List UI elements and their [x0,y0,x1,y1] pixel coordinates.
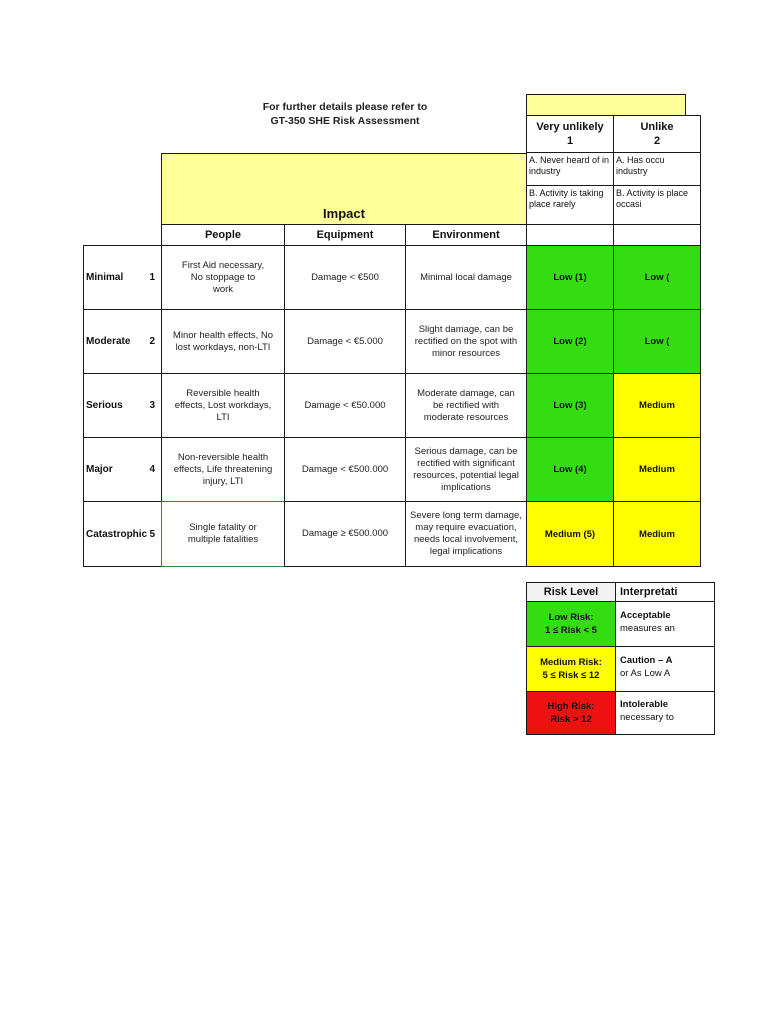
environment-impact-major: Serious damage, can be rectified with significant resources, potential legal implications [405,437,527,502]
likelihood-blank-1 [526,224,614,246]
reference-note-line2: GT-350 SHE Risk Assessment [270,115,420,127]
equipment-impact-major: Damage < €500.000 [284,437,406,502]
risk-cell-3-1: Low (3) [526,373,614,438]
severity-number: 3 [149,400,155,411]
likelihood-header-strip [526,94,686,116]
legend-interp-medium [615,646,715,692]
severity-number: 2 [149,336,155,347]
people-impact-minimal: First Aid necessary, No stoppage to work [161,245,285,310]
severity-row-catastrophic [83,501,162,567]
legend-interp-medium-line1: Caution – A [620,655,673,666]
legend-level-low-line1: Low Risk: [548,612,594,623]
likelihood-desc-a-1: A. Never heard of in industry [526,152,614,186]
impact-header [161,153,527,225]
legend-header-interpretation: Interpretati [615,582,715,602]
legend-interp-medium-line2: or As Low A [620,668,671,679]
risk-cell-2-2: Low ( [613,309,701,374]
reference-note [210,98,480,130]
legend-interp-high [615,691,715,735]
severity-label: Moderate [86,336,131,347]
risk-cell-4-2: Medium [613,437,701,502]
legend-level-high [526,691,616,735]
environment-impact-moderate: Slight damage, can be rectified on the spot with minor resources [405,309,527,374]
legend-level-high-line2: Risk > 12 [550,714,592,725]
legend-header-level: Risk Level [526,582,616,602]
severity-row-serious [83,373,162,438]
column-header-environment: Environment [405,224,527,246]
risk-cell-1-2: Low ( [613,245,701,310]
equipment-impact-serious: Damage < €50.000 [284,373,406,438]
severity-row-minimal [83,245,162,310]
likelihood-desc-b-1: B. Activity is taking place rarely [526,185,614,225]
column-header-equipment: Equipment [284,224,406,246]
risk-cell-3-2: Medium [613,373,701,438]
risk-cell-1-1: Low (1) [526,245,614,310]
people-impact-catastrophic[interactable]: Single fatality or multiple fatalities [161,501,285,567]
likelihood-blank-2 [613,224,701,246]
environment-impact-catastrophic: Severe long term damage, may require evacuation, needs local involvement, legal implications [405,501,527,567]
likelihood-label-1: Very unlikely [536,121,604,133]
severity-number: 4 [149,464,155,475]
likelihood-desc-a-2: A. Has occu industry [613,152,701,186]
legend-interp-low [615,601,715,647]
likelihood-num-2: 2 [653,135,661,147]
legend-level-medium-line1: Medium Risk: [540,657,602,668]
risk-cell-2-1: Low (2) [526,309,614,374]
legend-interp-high-line1: Intolerable [620,699,669,710]
risk-cell-5-2: Medium [613,501,701,567]
severity-row-moderate [83,309,162,374]
environment-impact-minimal: Minimal local damage [405,245,527,310]
severity-number: 1 [149,272,155,283]
likelihood-num-1: 1 [566,135,574,147]
people-impact-moderate: Minor health effects, No lost workdays, non-LTI [161,309,285,374]
likelihood-header-2 [613,115,701,153]
legend-interp-low-line2: measures an [620,623,675,634]
legend-interp-low-line1: Acceptable [620,610,671,621]
legend-level-low-line2: 1 ≤ Risk < 5 [545,625,597,636]
legend-interp-high-line2: necessary to [620,712,674,723]
likelihood-label-2: Unlike [640,121,674,133]
environment-impact-serious: Moderate damage, can be rectified with moderate resources [405,373,527,438]
legend-level-medium [526,646,616,692]
legend-level-low [526,601,616,647]
column-header-people: People [161,224,285,246]
risk-cell-4-1: Low (4) [526,437,614,502]
legend-level-high-line1: High Risk: [547,701,595,712]
equipment-impact-catastrophic: Damage ≥ €500.000 [284,501,406,567]
severity-label: Minimal [86,272,124,283]
equipment-impact-minimal: Damage < €500 [284,245,406,310]
severity-label: Serious [86,400,123,411]
legend-level-medium-line2: 5 ≤ Risk ≤ 12 [542,670,600,681]
severity-row-major [83,437,162,502]
reference-note-line1: For further details please refer to [262,101,428,113]
impact-header-label: Impact [323,206,365,221]
likelihood-header-1 [526,115,614,153]
people-impact-serious: Reversible health effects, Lost workdays, LTI [161,373,285,438]
people-impact-major: Non-reversible health effects, Life threatening injury, LTI [161,437,285,502]
likelihood-desc-b-2: B. Activity is place occasi [613,185,701,225]
equipment-impact-moderate: Damage < €5.000 [284,309,406,374]
risk-cell-5-1: Medium (5) [526,501,614,567]
severity-label: Major [86,464,113,475]
severity-label: Catastrophic [86,528,148,540]
severity-number: 5 [149,528,155,540]
